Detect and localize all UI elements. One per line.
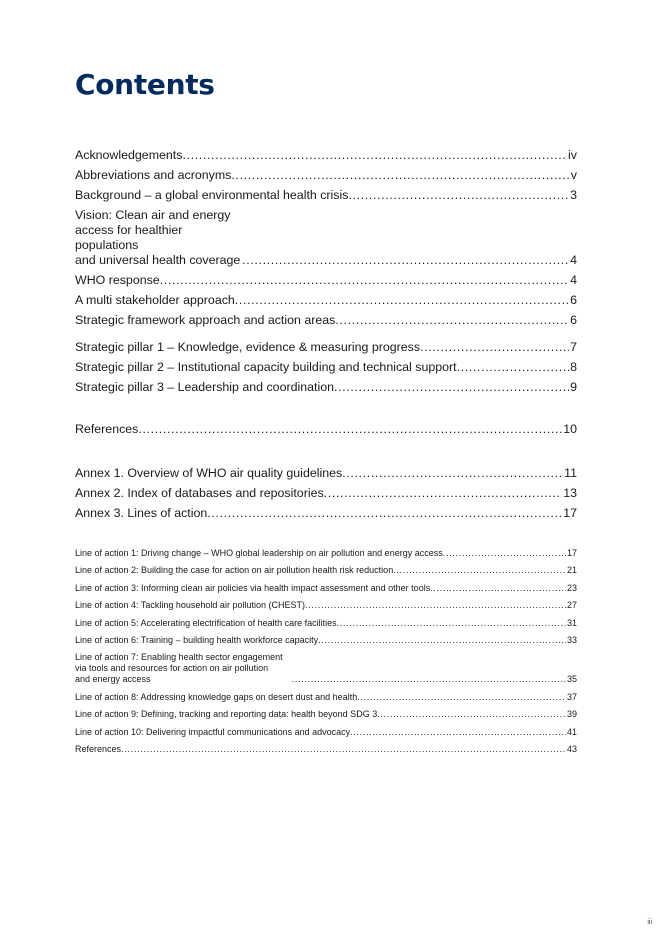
toc-entry-label: Line of action 3: Informing clean air policies via health impact assessment and other tools: [75, 582, 431, 593]
toc-entry-label: Annex 1. Overview of WHO air quality guidelines: [75, 466, 343, 480]
toc-group-annexes: [75, 466, 577, 526]
toc-entry[interactable]: [75, 565, 577, 576]
toc-entry[interactable]: [75, 692, 577, 703]
toc-entry-label-line2: and energy access: [75, 674, 151, 685]
toc-entry-label: Abbreviations and acronyms: [75, 168, 232, 182]
toc-entry-label: Background – a global environmental health crisis: [75, 188, 349, 202]
toc-entry-label: Acknowledgements: [75, 148, 183, 162]
toc-entry[interactable]: [75, 188, 577, 203]
toc-entry[interactable]: [75, 486, 577, 501]
toc-entry-page: 33: [566, 634, 577, 645]
toc-group-lines-of-action: [75, 548, 577, 761]
toc-entry[interactable]: [75, 583, 577, 594]
toc-entry-label: References: [75, 422, 139, 436]
toc-entry[interactable]: [75, 744, 577, 755]
toc-entry[interactable]: [75, 148, 577, 163]
toc-entry-page: 6: [570, 293, 577, 307]
toc-group-pillars: [75, 340, 577, 400]
toc-entry-label: Line of action 5: Accelerating electrification of health care facilities: [75, 617, 337, 628]
toc-entry-label: Line of action 2: Building the case for action on air pollution health risk reduction: [75, 565, 394, 576]
toc-entry-page: v: [570, 168, 577, 182]
toc-entry-page: 13: [563, 486, 577, 500]
toc-entry-label: Line of action 9: Defining, tracking and reporting data: health beyond SDG 3: [75, 709, 378, 720]
toc-entry-label: Line of action 10: Delivering impactful communications and advocacy: [75, 726, 351, 737]
toc-entry-label-line1: Line of action 7: Enabling health sector engagement via tools and resources for action on air pollution: [75, 652, 283, 674]
toc-entry[interactable]: [75, 293, 577, 308]
toc-entry-page: 6: [570, 313, 577, 327]
toc-entry[interactable]: [75, 600, 577, 611]
toc-entry-page: 9: [570, 380, 577, 394]
toc-entry-label: Strategic pillar 1 – Knowledge, evidence & measuring progress: [75, 340, 421, 354]
toc-entry-page: 3: [570, 188, 577, 202]
toc-entry[interactable]: [75, 313, 577, 328]
toc-entry[interactable]: [75, 168, 577, 183]
toc-entry-label: Line of action 8: Addressing knowledge gaps on desert dust and health: [75, 691, 358, 702]
toc-group-main: [75, 148, 577, 333]
toc-entry[interactable]: [75, 548, 577, 559]
toc-entry-page: 7: [570, 340, 577, 354]
toc-entry-page: 35: [566, 674, 577, 685]
toc-entry-page: 41: [566, 726, 577, 737]
toc-entry[interactable]: [75, 360, 577, 375]
toc-entry[interactable]: [75, 273, 577, 288]
toc-entry[interactable]: [75, 380, 577, 395]
toc-entry-label: Strategic pillar 3 – Leadership and coordination: [75, 380, 334, 394]
toc-entry-page: 43: [566, 743, 577, 754]
toc-entry-label: References: [75, 743, 122, 754]
toc-entry-label: WHO response: [75, 273, 160, 287]
toc-entry-label: Strategic framework approach and action areas: [75, 313, 336, 327]
toc-entry-label: [75, 208, 242, 268]
toc-entry-page: iv: [568, 148, 577, 162]
toc-entry-page: 37: [566, 691, 577, 702]
page-title: Contents: [75, 68, 215, 101]
toc-entry[interactable]: [75, 466, 577, 481]
toc-entry[interactable]: [75, 506, 577, 521]
page-number: iii: [647, 919, 652, 926]
toc-entry-label: Strategic pillar 2 – Institutional capacity building and technical support: [75, 360, 457, 374]
toc-entry[interactable]: [75, 208, 577, 268]
toc-entry-page: 17: [563, 506, 577, 520]
toc-entry-label: Annex 2. Index of databases and repositories: [75, 486, 324, 500]
toc-entry[interactable]: [75, 340, 577, 355]
toc-entry-label: Annex 3. Lines of action: [75, 506, 208, 520]
toc-entry-page: 21: [566, 565, 577, 576]
toc-entry[interactable]: [75, 422, 577, 437]
toc-entry-page: 27: [566, 600, 577, 611]
toc-entry-page: 17: [566, 548, 577, 558]
toc-entry-label: Line of action 6: Training – building health workforce capacity: [75, 634, 319, 645]
toc-entry-page: 10: [563, 422, 577, 436]
toc-entry-page: 4: [570, 273, 577, 287]
toc-entry-label: [75, 652, 292, 685]
toc-entry-label: Line of action 1: Driving change – WHO global leadership on air pollution and energy access: [75, 548, 443, 558]
toc-entry-label: Line of action 4: Tackling household air pollution (CHEST): [75, 600, 305, 611]
toc-entry-page: 23: [566, 582, 577, 593]
toc-group-references: [75, 422, 577, 442]
toc-entry[interactable]: [75, 727, 577, 738]
toc-entry[interactable]: [75, 635, 577, 646]
toc-entry-page: 11: [564, 466, 577, 480]
toc-entry-label-line2: and universal health coverage: [75, 253, 241, 267]
toc-entry[interactable]: [75, 618, 577, 629]
toc-entry-page: 31: [566, 617, 577, 628]
toc-entry-page: 4: [570, 253, 577, 267]
toc-entry[interactable]: [75, 652, 577, 685]
toc-entry[interactable]: [75, 709, 577, 720]
toc-entry-label: A multi stakeholder approach: [75, 293, 235, 307]
toc-entry-label-line1: Vision: Clean air and energy access for healthier populations: [75, 208, 231, 252]
toc-entry-page: 39: [566, 709, 577, 720]
toc-entry-page: 8: [570, 360, 577, 374]
